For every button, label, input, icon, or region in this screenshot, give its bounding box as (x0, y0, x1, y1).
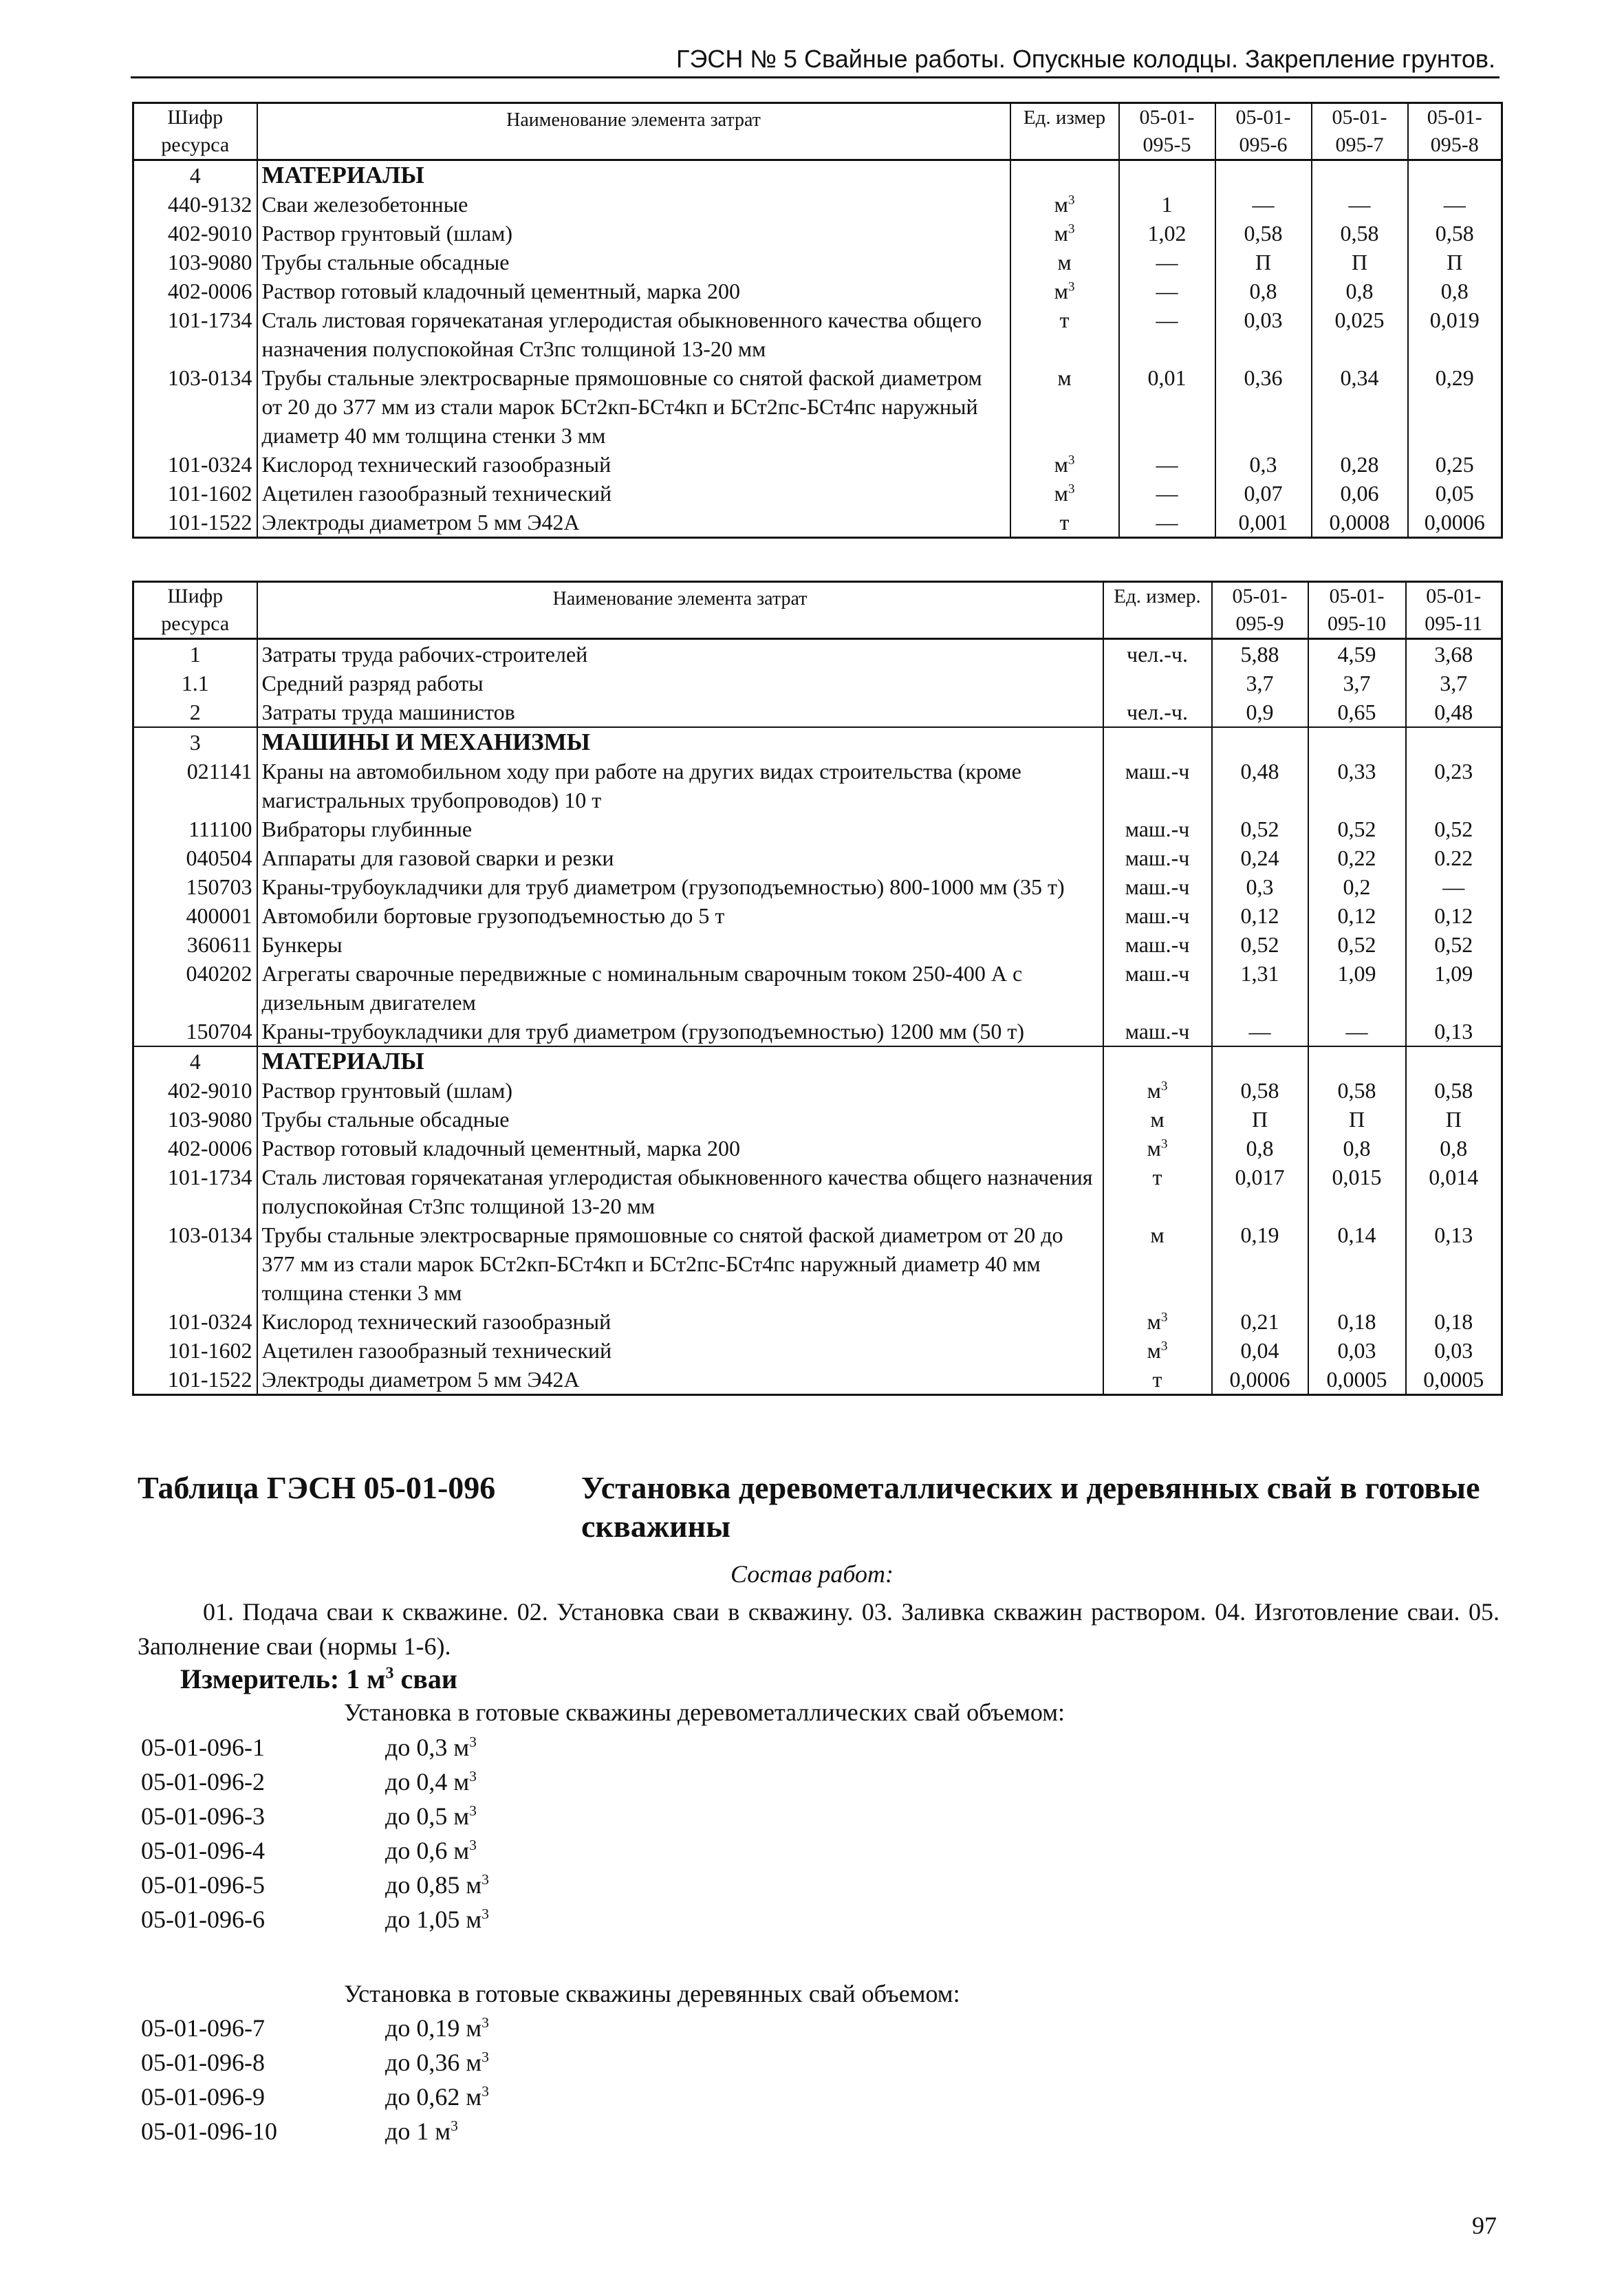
row-code: 101-0324 (133, 450, 257, 479)
section-row (133, 727, 1502, 757)
page-number: 97 (1472, 2212, 1497, 2239)
column-header-norm: 05-01-095-7 (1312, 103, 1408, 160)
norm-code: 05-01-096-9 (141, 2083, 265, 2111)
row-value (1406, 1046, 1502, 1076)
column-header-norm: 05-01-095-11 (1406, 582, 1502, 639)
row-name: Раствор готовый кладочный цементный, марка 200 (257, 277, 1010, 305)
norm-item (141, 1729, 760, 1765)
table-row (133, 757, 1502, 815)
unit-of-measure: Измеритель: 1 $м^3$ сваи (180, 1663, 457, 1694)
norm-volume: до 0,19 $м^3$ (385, 2014, 489, 2042)
table-row (133, 1307, 1502, 1336)
row-code: 150704 (133, 1017, 257, 1046)
column-header-code: Шифр ресурса (133, 582, 257, 639)
row-name: Затраты труда рабочих-строителей (257, 639, 1103, 669)
norm-item (141, 2045, 760, 2080)
table-row (133, 1017, 1502, 1046)
row-value: П (1308, 1105, 1406, 1134)
table-caption-label: Таблица ГЭСН 05-01-096 (138, 1470, 496, 1505)
row-value: 0,03 (1406, 1336, 1502, 1365)
row-value: 5,88 (1212, 639, 1308, 669)
row-unit: маш.-ч (1103, 872, 1212, 901)
row-name: Краны на автомобильном ходу при работе на других видах строительства (кроме магистральных трубопроводов) 10 т (257, 757, 1103, 815)
row-code: 4 (133, 1046, 257, 1076)
row-code: 402-0006 (133, 277, 257, 305)
row-code: 103-9080 (133, 248, 257, 277)
norm-code: 05-01-096-10 (141, 2117, 277, 2145)
table-row (133, 1076, 1502, 1105)
column-header-unit: Ед. измер (1010, 103, 1119, 160)
norm-item (141, 1901, 760, 1937)
row-name: Аппараты для газовой сварки и резки (257, 843, 1103, 872)
row-unit: маш.-ч (1103, 757, 1212, 815)
norm-item (141, 1867, 760, 1903)
row-value: — (1119, 305, 1215, 363)
row-value: 3,68 (1406, 639, 1502, 669)
row-name: Трубы стальные электросварные прямошовные со снятой фаской диаметром от 20 до 377 мм из стали марок БСт2кп-БСт4кп и БСт2пс-БСт4пс наружный диаметр 40 мм толщина стенки 3 мм (257, 1220, 1103, 1307)
running-header: ГЭСН № 5 Свайные работы. Опускные колодцы. Закрепление грунтов. (131, 44, 1500, 78)
row-value (1408, 160, 1502, 191)
row-unit: маш.-ч (1103, 843, 1212, 872)
group-intro: Установка в готовые скважины деревометаллических свай объемом: (344, 1699, 1065, 1726)
row-value: 0,65 (1308, 698, 1406, 727)
row-unit (1103, 1046, 1212, 1076)
row-value: 0,03 (1215, 305, 1312, 363)
row-name: Электроды диаметром 5 мм Э42А (257, 508, 1010, 538)
row-unit: $м^3$ (1103, 1307, 1212, 1336)
row-value: 0,28 (1312, 450, 1408, 479)
table-row (133, 363, 1502, 450)
row-code: 402-9010 (133, 1076, 257, 1105)
row-value: — (1119, 450, 1215, 479)
row-value: 0,52 (1212, 930, 1308, 959)
row-unit: чел.-ч. (1103, 639, 1212, 669)
table-row (133, 930, 1502, 959)
table-row (133, 901, 1502, 930)
row-code: 360611 (133, 930, 257, 959)
row-unit: маш.-ч (1103, 1017, 1212, 1046)
row-value: — (1119, 479, 1215, 508)
section-row (133, 160, 1502, 191)
column-header-norm: 05-01-095-5 (1119, 103, 1215, 160)
column-header-name: Наименование элемента затрат (257, 103, 1010, 160)
row-code: 101-1522 (133, 1365, 257, 1395)
norm-code: 05-01-096-1 (141, 1734, 265, 1761)
row-name: Трубы стальные обсадные (257, 248, 1010, 277)
norm-volume: до 1,05 $м^3$ (385, 1906, 489, 1933)
row-value: 0,0008 (1312, 508, 1408, 538)
table-row (133, 698, 1502, 727)
table-header-row (133, 582, 1502, 639)
norm-code: 05-01-096-6 (141, 1906, 265, 1933)
row-value: 0,58 (1312, 219, 1408, 248)
row-value: 0,52 (1308, 930, 1406, 959)
row-value: — (1408, 190, 1502, 219)
row-code: 150703 (133, 872, 257, 901)
row-value: 1,09 (1308, 959, 1406, 1017)
norm-code: 05-01-096-5 (141, 1871, 265, 1899)
row-value: 0,12 (1406, 901, 1502, 930)
row-value: 0,05 (1408, 479, 1502, 508)
row-value: 0,52 (1212, 815, 1308, 843)
table-row (133, 843, 1502, 872)
row-name: МАТЕРИАЛЫ (257, 1046, 1103, 1076)
row-unit (1103, 727, 1212, 757)
row-value: 0,017 (1212, 1163, 1308, 1220)
row-name: Затраты труда машинистов (257, 698, 1103, 727)
row-name: Ацетилен газообразный технический (257, 479, 1010, 508)
row-code: 103-9080 (133, 1105, 257, 1134)
row-name: Трубы стальные обсадные (257, 1105, 1103, 1134)
row-value: 0,33 (1308, 757, 1406, 815)
row-unit: м (1103, 1220, 1212, 1307)
row-code: 103-0134 (133, 1220, 257, 1307)
row-unit: м (1010, 363, 1119, 450)
row-code: 101-1602 (133, 1336, 257, 1365)
row-name: Бункеры (257, 930, 1103, 959)
row-unit (1103, 669, 1212, 698)
table-row (133, 450, 1502, 479)
row-value: П (1215, 248, 1312, 277)
row-value: 0,13 (1406, 1220, 1502, 1307)
row-name: Раствор грунтовый (шлам) (257, 219, 1010, 248)
row-name: Средний разряд работы (257, 669, 1103, 698)
row-value (1308, 727, 1406, 757)
row-value (1406, 727, 1502, 757)
row-value: 1 (1119, 190, 1215, 219)
row-value: — (1212, 1017, 1308, 1046)
row-value: 0,025 (1312, 305, 1408, 363)
row-value: 0,06 (1312, 479, 1408, 508)
table-row (133, 305, 1502, 363)
row-code: 101-1602 (133, 479, 257, 508)
row-code: 103-0134 (133, 363, 257, 450)
row-code: 402-0006 (133, 1134, 257, 1163)
row-value: 0,3 (1215, 450, 1312, 479)
row-code: 1.1 (133, 669, 257, 698)
column-header-norm: 05-01-095-8 (1408, 103, 1502, 160)
table-caption-title: Установка деревометаллических и деревянных свай в готовые скважины (581, 1470, 1480, 1544)
row-value: 0,8 (1312, 277, 1408, 305)
row-unit: $м^3$ (1103, 1134, 1212, 1163)
row-code: 400001 (133, 901, 257, 930)
norm-item (141, 1764, 760, 1800)
norm-volume: до 0,85 $м^3$ (385, 1871, 489, 1899)
row-value (1312, 160, 1408, 191)
row-value: 0,58 (1408, 219, 1502, 248)
row-value: 3,7 (1308, 669, 1406, 698)
row-unit: маш.-ч (1103, 815, 1212, 843)
row-value: 0,58 (1308, 1076, 1406, 1105)
row-unit (1010, 160, 1119, 191)
column-header-unit: Ед. измер. (1103, 582, 1212, 639)
row-value: — (1215, 190, 1312, 219)
table-row (133, 1105, 1502, 1134)
row-name: Краны-трубоукладчики для труб диаметром (грузоподъемностью) 1200 мм (50 т) (257, 1017, 1103, 1046)
row-value: 0,48 (1406, 698, 1502, 727)
norm-code: 05-01-096-2 (141, 1768, 265, 1796)
row-value: 0,58 (1406, 1076, 1502, 1105)
row-code: 040202 (133, 959, 257, 1017)
section-row (133, 1046, 1502, 1076)
row-value: — (1119, 248, 1215, 277)
row-name: Автомобили бортовые грузоподъемностью до 5 т (257, 901, 1103, 930)
row-unit: м (1103, 1105, 1212, 1134)
row-name: Сталь листовая горячекатаная углеродистая обыкновенного качества общего назначения полуспокойная Ст3пс толщиной 13-20 мм (257, 1163, 1103, 1220)
row-name: Электроды диаметром 5 мм Э42А (257, 1365, 1103, 1395)
norm-item (141, 2010, 760, 2046)
column-header-code: Шифр ресурса (133, 103, 257, 160)
row-unit: маш.-ч (1103, 959, 1212, 1017)
row-code: 1 (133, 639, 257, 669)
row-unit: м (1010, 248, 1119, 277)
row-value: 0,22 (1308, 843, 1406, 872)
row-unit: т (1010, 508, 1119, 538)
row-unit: т (1103, 1163, 1212, 1220)
row-code: 3 (133, 727, 257, 757)
column-header-norm: 05-01-095-6 (1215, 103, 1312, 160)
row-value: 0,25 (1408, 450, 1502, 479)
norm-code: 05-01-096-7 (141, 2014, 265, 2042)
row-name: МАШИНЫ И МЕХАНИЗМЫ (257, 727, 1103, 757)
row-value: 0,2 (1308, 872, 1406, 901)
column-header-norm: 05-01-095-9 (1212, 582, 1308, 639)
row-value: 1,02 (1119, 219, 1215, 248)
row-value: 0,015 (1308, 1163, 1406, 1220)
row-value: 0,0006 (1212, 1365, 1308, 1395)
row-name: Сталь листовая горячекатаная углеродистая обыкновенного качества общего назначения полуспокойная Ст3пс толщиной 13-20 мм (257, 305, 1010, 363)
row-code: 021141 (133, 757, 257, 815)
row-value: 0,34 (1312, 363, 1408, 450)
row-value: 0,01 (1119, 363, 1215, 450)
row-value: 0,21 (1212, 1307, 1308, 1336)
row-code: 101-0324 (133, 1307, 257, 1336)
table-row (133, 277, 1502, 305)
table-row (133, 1134, 1502, 1163)
row-name: МАТЕРИАЛЫ (257, 160, 1010, 191)
table-row (133, 872, 1502, 901)
row-name: Сваи железобетонные (257, 190, 1010, 219)
row-unit: $м^3$ (1010, 219, 1119, 248)
norm-volume: до 0,4 $м^3$ (385, 1768, 477, 1796)
row-value: П (1406, 1105, 1502, 1134)
row-value: 0,04 (1212, 1336, 1308, 1365)
table-row (133, 248, 1502, 277)
row-value: 0,23 (1406, 757, 1502, 815)
norm-volume: до 1 $м^3$ (385, 2117, 458, 2145)
table-row (133, 815, 1502, 843)
row-name: Трубы стальные электросварные прямошовные со снятой фаской диаметром от 20 до 377 мм из стали марок БСт2кп-БСт4кп и БСт2пс-БСт4пс наружный диаметр 40 мм толщина стенки 3 мм (257, 363, 1010, 450)
table-row (133, 1163, 1502, 1220)
row-value: 3,7 (1406, 669, 1502, 698)
row-value: 0,18 (1308, 1307, 1406, 1336)
table-header-row (133, 103, 1502, 160)
row-value: 0,8 (1308, 1134, 1406, 1163)
row-name: Агрегаты сварочные передвижные с номинальным сварочным током 250-400 А с дизельным двигателем (257, 959, 1103, 1017)
row-value: 0,8 (1408, 277, 1502, 305)
row-unit: маш.-ч (1103, 930, 1212, 959)
row-value: 0,52 (1308, 815, 1406, 843)
column-header-name: Наименование элемента затрат (257, 582, 1103, 639)
row-value (1212, 727, 1308, 757)
row-value: 0,019 (1408, 305, 1502, 363)
row-code: 040504 (133, 843, 257, 872)
row-value: П (1212, 1105, 1308, 1134)
row-value: 1,09 (1406, 959, 1502, 1017)
row-value: 0,19 (1212, 1220, 1308, 1307)
row-unit: $м^3$ (1010, 479, 1119, 508)
row-name: Краны-трубоукладчики для труб диаметром (грузоподъемностью) 800-1000 мм (35 т) (257, 872, 1103, 901)
norm-volume: до 0,6 $м^3$ (385, 1837, 477, 1864)
row-value: 0,0005 (1406, 1365, 1502, 1395)
table-row (133, 219, 1502, 248)
row-unit: $м^3$ (1103, 1336, 1212, 1365)
norm-volume: до 0,36 $м^3$ (385, 2049, 489, 2076)
row-value: 0,29 (1408, 363, 1502, 450)
column-header-norm: 05-01-095-10 (1308, 582, 1406, 639)
row-value: 0,52 (1406, 815, 1502, 843)
norm-volume: до 0,5 $м^3$ (385, 1802, 477, 1830)
row-value: 0,36 (1215, 363, 1312, 450)
norm-volume: до 0,62 $м^3$ (385, 2083, 489, 2111)
row-value: 0,07 (1215, 479, 1312, 508)
group-intro: Установка в готовые скважины деревянных свай объемом: (344, 1980, 960, 2007)
row-unit: $м^3$ (1103, 1076, 1212, 1105)
row-value: 0,13 (1406, 1017, 1502, 1046)
row-value: 0,0006 (1408, 508, 1502, 538)
row-value: 0,14 (1308, 1220, 1406, 1307)
row-value: 0,8 (1406, 1134, 1502, 1163)
norm-item (141, 2113, 760, 2149)
row-value: 0,58 (1215, 219, 1312, 248)
row-code: 402-9010 (133, 219, 257, 248)
table-row (133, 959, 1502, 1017)
row-code: 4 (133, 160, 257, 191)
table-row (133, 1220, 1502, 1307)
row-unit: чел.-ч. (1103, 698, 1212, 727)
norm-code: 05-01-096-8 (141, 2049, 265, 2076)
table-row (133, 1336, 1502, 1365)
row-value (1212, 1046, 1308, 1076)
row-value: 0,24 (1212, 843, 1308, 872)
row-value: — (1119, 508, 1215, 538)
norm-item (141, 1798, 760, 1834)
row-code: 101-1734 (133, 1163, 257, 1220)
resource-table-2 (132, 581, 1503, 1396)
row-code: 111100 (133, 815, 257, 843)
row-code: 2 (133, 698, 257, 727)
row-value: — (1312, 190, 1408, 219)
row-value: 0,03 (1308, 1336, 1406, 1365)
row-value: — (1119, 277, 1215, 305)
row-value: — (1406, 872, 1502, 901)
table-row (133, 1365, 1502, 1395)
row-value: 0,8 (1215, 277, 1312, 305)
operations-text: 01. Подача сваи к скважине. 02. Установка сваи в скважину. 03. Заливка скважин раствором. 04. Изготовление сваи. 05. Заполнение сваи (нормы 1-6). (138, 1598, 1500, 1660)
row-unit: $м^3$ (1010, 450, 1119, 479)
composition-title: Состав работ: (730, 1560, 894, 1588)
row-value: 0,48 (1212, 757, 1308, 815)
row-value: 0,001 (1215, 508, 1312, 538)
norm-item (141, 2079, 760, 2115)
row-unit: т (1103, 1365, 1212, 1395)
row-value: П (1312, 248, 1408, 277)
row-value: — (1308, 1017, 1406, 1046)
row-unit: маш.-ч (1103, 901, 1212, 930)
row-name: Раствор грунтовый (шлам) (257, 1076, 1103, 1105)
row-unit: т (1010, 305, 1119, 363)
table-row (133, 669, 1502, 698)
row-value: 4,59 (1308, 639, 1406, 669)
row-value: 0,0005 (1308, 1365, 1406, 1395)
table-row (133, 190, 1502, 219)
norm-code: 05-01-096-4 (141, 1837, 265, 1864)
row-value: 0,58 (1212, 1076, 1308, 1105)
table-caption (138, 1469, 1500, 1551)
row-unit: $м^3$ (1010, 277, 1119, 305)
row-value: 0,9 (1212, 698, 1308, 727)
row-name: Ацетилен газообразный технический (257, 1336, 1103, 1365)
row-name: Раствор готовый кладочный цементный, марка 200 (257, 1134, 1103, 1163)
row-value: 0,12 (1308, 901, 1406, 930)
row-value: 0,12 (1212, 901, 1308, 930)
row-value: 3,7 (1212, 669, 1308, 698)
row-unit: $м^3$ (1010, 190, 1119, 219)
row-value: П (1408, 248, 1502, 277)
row-value: 0,18 (1406, 1307, 1502, 1336)
resource-table-1 (132, 102, 1503, 539)
row-value (1119, 160, 1215, 191)
row-value (1215, 160, 1312, 191)
norm-volume: до 0,3 $м^3$ (385, 1734, 477, 1761)
row-value: 0,3 (1212, 872, 1308, 901)
row-value (1308, 1046, 1406, 1076)
row-value: 0,014 (1406, 1163, 1502, 1220)
row-name: Вибраторы глубинные (257, 815, 1103, 843)
row-code: 101-1734 (133, 305, 257, 363)
table-row (133, 639, 1502, 669)
row-value: 0,52 (1406, 930, 1502, 959)
row-value: 1,31 (1212, 959, 1308, 1017)
row-name: Кислород технический газообразный (257, 1307, 1103, 1336)
norm-code: 05-01-096-3 (141, 1802, 265, 1830)
row-code: 440-9132 (133, 190, 257, 219)
row-value: 0.22 (1406, 843, 1502, 872)
row-code: 101-1522 (133, 508, 257, 538)
table-row (133, 508, 1502, 538)
norm-item (141, 1833, 760, 1868)
row-name: Кислород технический газообразный (257, 450, 1010, 479)
row-value: 0,8 (1212, 1134, 1308, 1163)
table-row (133, 479, 1502, 508)
